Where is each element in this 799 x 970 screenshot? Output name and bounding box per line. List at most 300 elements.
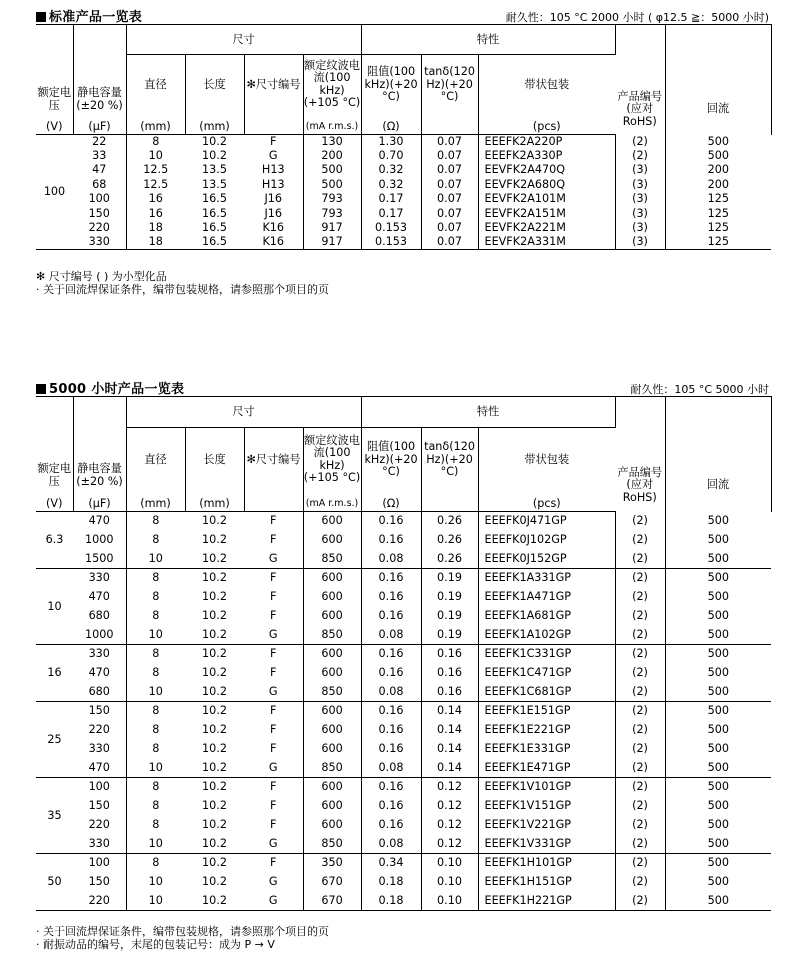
standard-products-section (36, 6, 771, 250)
ripple-current-cell: 130 (303, 135, 361, 149)
impedance-cell: 0.16 (361, 645, 421, 664)
pack-qty-cell: 500 (707, 590, 729, 603)
diameter-cell: 12.5 (143, 163, 169, 177)
part-number-cell: EEVFK2A221M (478, 221, 615, 235)
rated-voltage-cell: 16 (36, 645, 73, 702)
size-code-cell: F (244, 588, 303, 607)
capacitance-cell: 47 (73, 163, 126, 177)
table-row (36, 816, 771, 835)
pack-qty-cell: 500 (665, 550, 771, 569)
diameter-cell: 18 (126, 235, 185, 249)
pack-qty-cell: 500 (707, 514, 729, 527)
square-bullet-icon (36, 384, 46, 394)
reflow-cell: (3) (615, 192, 665, 206)
ripple-current-header: 额定纹波电流(100 kHz)(+105 °C) (303, 55, 361, 115)
ripple-current-cell: 600 (303, 607, 361, 626)
impedance-cell: 1.30 (361, 135, 421, 149)
reflow-cell: (2) (615, 683, 665, 702)
reflow-header: 回流 (665, 85, 771, 135)
tan-delta-cell: 0.26 (421, 531, 478, 550)
size-code-cell: F (244, 740, 303, 759)
ripple-current-cell: 850 (303, 683, 361, 702)
tan-delta-cell: 0.07 (421, 192, 478, 206)
size-code-cell: F (244, 569, 303, 588)
size-code-cell: K16 (244, 235, 303, 249)
length-cell: 10.2 (202, 647, 227, 661)
capacitance-cell: 68 (73, 178, 126, 192)
part-number-cell: EEEFK1E471GP (478, 759, 615, 778)
size-code-cell: G (244, 835, 303, 854)
tan-delta-cell: 0.07 (421, 178, 478, 192)
tan-delta-cell: 0.19 (421, 588, 478, 607)
table-row (36, 702, 771, 721)
part-number-cell: EEEFK1C471GP (478, 664, 615, 683)
diameter-cell: 10 (126, 892, 185, 911)
size-code-cell: G (244, 873, 303, 892)
capacitance-cell: 100 (73, 192, 126, 206)
pack-qty-cell: 500 (707, 742, 729, 755)
pack-qty-cell: 500 (707, 818, 729, 831)
reflow-cell: (2) (615, 645, 665, 664)
capacitance-cell: 680 (73, 607, 126, 626)
reflow-cell: (2) (615, 149, 665, 163)
part-number-cell: EEEFK1H221GP (478, 892, 615, 911)
capacitance-cell: 470 (73, 588, 126, 607)
dimensions-header: 尺寸 (126, 25, 361, 55)
impedance-cell: 0.08 (361, 626, 421, 645)
impedance-cell: 0.16 (361, 721, 421, 740)
ripple-current-cell: 850 (303, 550, 361, 569)
header-spacer (615, 397, 665, 460)
length-unit: (mm) (185, 115, 244, 135)
length-cell: 10.2 (185, 892, 244, 911)
tan-delta-cell: 0.07 (421, 149, 478, 163)
diameter-cell: 10 (126, 550, 185, 569)
diameter-cell: 10 (148, 149, 163, 163)
pack-qty-cell: 125 (707, 206, 729, 220)
impedance-cell: 0.16 (361, 778, 421, 797)
tan-delta-header: tanδ(120 Hz)(+20 °C) (421, 428, 478, 492)
length-cell: 10.2 (202, 780, 227, 794)
capacitance-cell: 220 (73, 816, 126, 835)
table-row (36, 569, 771, 588)
ripple-current-cell: 200 (303, 149, 361, 163)
ripple-current-cell: 670 (303, 892, 361, 911)
voltage-unit: (V) (36, 115, 73, 135)
rated-voltage-cell: 6.3 (36, 512, 73, 569)
diameter-cell: 8 (152, 704, 160, 718)
diameter-cell: 8 (152, 647, 160, 661)
reflow-cell: (2) (615, 664, 665, 683)
capacitance-cell: 150 (73, 206, 126, 220)
pack-qty-cell: 500 (707, 723, 729, 736)
reflow-cell: (2) (615, 892, 665, 911)
diameter-cell: 8 (152, 856, 160, 870)
impedance-cell: 0.08 (361, 550, 421, 569)
part-number-cell: EEEFK1C681GP (478, 683, 615, 702)
reflow-cell: (3) (615, 206, 665, 220)
diameter-cell: 8 (152, 799, 160, 812)
reflow-cell: (2) (615, 135, 665, 149)
ripple-unit: (mA r.m.s.) (303, 115, 361, 135)
ripple-current-cell: 600 (303, 664, 361, 683)
ripple-current-cell: 793 (303, 206, 361, 220)
pack-qty-cell: 500 (707, 571, 729, 585)
diameter-cell: 8 (152, 818, 160, 831)
capacitance-cell: 100 (73, 778, 126, 797)
length-cell: 10.2 (185, 835, 244, 854)
length-cell: 10.2 (202, 666, 227, 679)
ripple-current-cell: 600 (303, 512, 361, 531)
length-header: 长度 (185, 428, 244, 492)
note-line: · 关于回流焊保证条件，编带包装规格，请参照那个项目的页 (36, 283, 329, 296)
reflow-cell: (2) (615, 531, 665, 550)
ripple-current-cell: 600 (303, 740, 361, 759)
diameter-cell: 8 (152, 533, 160, 546)
table-row (36, 531, 771, 550)
table-row (36, 149, 771, 163)
impedance-cell: 0.32 (361, 178, 421, 192)
rated-voltage-cell: 25 (36, 702, 73, 778)
reflow-cell: (2) (615, 873, 665, 892)
impedance-cell: 0.16 (361, 512, 421, 531)
length-cell: 10.2 (202, 149, 227, 163)
dimensions-header: 尺寸 (126, 397, 361, 428)
pack-qty-cell: 500 (707, 704, 729, 718)
size-code-cell: F (244, 531, 303, 550)
tan-delta-cell: 0.07 (421, 221, 478, 235)
size-code-cell: F (244, 607, 303, 626)
capacitance-cell: 33 (73, 149, 126, 163)
capacitance-cell: 330 (73, 645, 126, 664)
size-code-cell: G (244, 892, 303, 911)
ripple-current-cell: 600 (303, 797, 361, 816)
capacitance-cell: 150 (73, 873, 126, 892)
reflow-cell: (3) (615, 235, 665, 249)
tan-delta-cell: 0.12 (421, 778, 478, 797)
table-row (36, 892, 771, 911)
table-row (36, 797, 771, 816)
table-row (36, 778, 771, 797)
capacitance-cell: 1000 (73, 531, 126, 550)
pack-qty-cell: 125 (707, 192, 729, 206)
table-row (36, 759, 771, 778)
impedance-cell: 0.08 (361, 759, 421, 778)
size-code-cell: H13 (244, 178, 303, 192)
diameter-cell: 10 (126, 683, 185, 702)
header-spacer (36, 397, 73, 460)
square-bullet-icon (36, 12, 46, 22)
impedance-cell: 0.70 (361, 149, 421, 163)
table-row (36, 588, 771, 607)
impedance-cell: 0.08 (361, 683, 421, 702)
impedance-cell: 0.16 (361, 569, 421, 588)
ripple-current-cell: 600 (303, 721, 361, 740)
length-cell: 16.5 (202, 206, 227, 220)
5000h-products-section (36, 378, 771, 911)
pack-qty-cell: 500 (707, 856, 729, 870)
diameter-cell: 16 (148, 192, 163, 206)
impedance-cell: 0.16 (361, 797, 421, 816)
header-spacer (36, 25, 73, 85)
size-code-cell: G (244, 550, 303, 569)
part-number-cell: EEEFK1V151GP (478, 797, 615, 816)
size-code-cell: J16 (244, 192, 303, 206)
impedance-cell: 0.16 (361, 588, 421, 607)
capacitance-cell: 330 (73, 835, 126, 854)
impedance-cell: 0.17 (361, 192, 421, 206)
pack-qty-cell: 500 (707, 780, 729, 794)
length-cell: 10.2 (185, 626, 244, 645)
impedance-cell: 0.08 (361, 835, 421, 854)
capacitance-cell: 680 (73, 683, 126, 702)
rated-voltage-cell: 100 (36, 135, 73, 250)
part-number-cell: EEVFK2A470Q (478, 163, 615, 177)
diameter-cell: 10 (148, 875, 163, 888)
length-cell: 16.5 (185, 235, 244, 249)
capacitance-unit: (μF) (73, 115, 126, 135)
ripple-current-cell: 850 (303, 759, 361, 778)
diameter-cell: 8 (152, 780, 160, 794)
pack-qty-cell: 500 (665, 759, 771, 778)
ripple-current-cell: 500 (303, 178, 361, 192)
part-number-cell: EEEFK0J152GP (478, 550, 615, 569)
tan-delta-cell: 0.16 (421, 683, 478, 702)
capacitance-cell: 470 (73, 664, 126, 683)
tan-delta-cell: 0.14 (421, 702, 478, 721)
tan-delta-cell: 0.07 (421, 235, 478, 249)
tan-delta-header: tanδ(120 Hz)(+20 °C) (421, 55, 478, 115)
pack-qty-cell: 500 (665, 835, 771, 854)
impedance-unit: (Ω) (361, 115, 421, 135)
capacitance-unit: (μF) (73, 492, 126, 512)
table-row (36, 512, 771, 531)
length-cell: 10.2 (202, 590, 227, 603)
tan-delta-cell: 0.14 (421, 740, 478, 759)
table-row (36, 683, 771, 702)
tan-delta-cell: 0.07 (421, 206, 478, 220)
tan-delta-cell: 0.26 (421, 550, 478, 569)
diameter-cell: 8 (152, 514, 160, 528)
diameter-cell: 8 (152, 609, 160, 622)
capacitance-cell: 470 (73, 512, 126, 531)
capacitance-cell: 150 (73, 797, 126, 816)
part-number-cell: EEEFK1C331GP (478, 645, 615, 664)
capacitance-cell: 1500 (73, 550, 126, 569)
note-line: · 关于回流焊保证条件，编带包装规格，请参照那个项目的页 (36, 925, 329, 938)
table-row (36, 626, 771, 645)
table-row (36, 854, 771, 873)
size-code-cell: F (244, 645, 303, 664)
table-row (36, 607, 771, 626)
tan-delta-cell: 0.12 (421, 797, 478, 816)
size-code-cell: F (244, 778, 303, 797)
size-code-cell: J16 (244, 206, 303, 220)
part-number-cell: EEEFK1H101GP (478, 854, 615, 873)
impedance-cell: 0.34 (361, 854, 421, 873)
diameter-cell: 12.5 (143, 177, 169, 191)
note-line: ✻ 尺寸编号 ( ) 为小型化品 (36, 270, 167, 283)
size-code-cell: F (244, 512, 303, 531)
capacitance-cell: 1000 (73, 626, 126, 645)
endurance-note: 耐久性：105 °C 2000 小时 ( φ12.5 ≧：5000 小时) (505, 11, 769, 24)
length-cell: 10.2 (202, 723, 227, 736)
table-row (36, 178, 771, 192)
table-row (36, 740, 771, 759)
table-row (36, 645, 771, 664)
table-row (36, 192, 771, 206)
size-code-cell: G (244, 759, 303, 778)
ripple-current-cell: 600 (303, 778, 361, 797)
reflow-cell: (3) (615, 178, 665, 192)
ripple-unit: (mA r.m.s.) (303, 492, 361, 512)
part-number-cell: EEEFK1A471GP (478, 588, 615, 607)
reflow-cell: (2) (615, 626, 665, 645)
size-code-cell: F (244, 664, 303, 683)
header-spacer (73, 397, 126, 460)
ripple-current-cell: 600 (303, 531, 361, 550)
diameter-cell: 8 (152, 134, 160, 148)
size-code-cell: F (244, 854, 303, 873)
standard-products-notes (36, 270, 329, 296)
reflow-cell: (2) (615, 607, 665, 626)
impedance-cell: 0.16 (361, 816, 421, 835)
ripple-current-cell: 600 (303, 816, 361, 835)
pack-qty-cell: 500 (707, 799, 729, 812)
reflow-header: 回流 (665, 460, 771, 512)
table-row (36, 163, 771, 177)
diameter-unit: (mm) (126, 492, 185, 512)
ripple-current-cell: 850 (303, 835, 361, 854)
pack-qty-cell: 200 (707, 177, 729, 191)
section-title: 5000 小时产品一览表 (36, 378, 184, 397)
length-cell: 10.2 (202, 742, 227, 755)
pack-qty-cell: 500 (707, 134, 729, 148)
pack-unit: (pcs) (478, 115, 615, 135)
capacitance-cell: 22 (73, 135, 126, 149)
pack-qty-cell: 500 (665, 626, 771, 645)
length-cell: 10.2 (202, 875, 227, 888)
length-cell: 10.2 (202, 609, 227, 622)
length-cell: 13.5 (202, 177, 227, 191)
note-line: · 耐振动品的编号，末尾的包装记号：成为 P → V (36, 938, 275, 951)
pack-qty-cell: 125 (665, 235, 771, 249)
ripple-current-cell: 600 (303, 569, 361, 588)
rated-voltage-cell: 50 (36, 854, 73, 911)
table-row (36, 235, 771, 249)
reflow-cell: (2) (615, 569, 665, 588)
reflow-cell: (2) (615, 721, 665, 740)
part-number-cell: EEEFK0J471GP (478, 512, 615, 531)
part-number-cell: EEVFK2A151M (478, 206, 615, 220)
header-spacer (421, 115, 478, 135)
tan-delta-cell: 0.19 (421, 607, 478, 626)
impedance-header: 阻值(100 kHz)(+20 °C) (361, 428, 421, 492)
pack-qty-cell: 200 (707, 163, 729, 177)
ripple-current-header: 额定纹波电流(100 kHz)(+105 °C) (303, 428, 361, 492)
length-cell: 10.2 (202, 818, 227, 831)
standard-products-table (36, 24, 771, 250)
reflow-cell: (2) (615, 778, 665, 797)
pack-qty-cell: 500 (665, 892, 771, 911)
impedance-cell: 0.153 (361, 221, 421, 235)
part-number-cell: EEEFK1A331GP (478, 569, 615, 588)
reflow-cell: (2) (615, 740, 665, 759)
table-row (36, 550, 771, 569)
impedance-cell: 0.32 (361, 163, 421, 177)
tan-delta-cell: 0.10 (421, 873, 478, 892)
header-spacer (73, 25, 126, 85)
part-number-cell: EEEFK2A220P (478, 135, 615, 149)
header-spacer (244, 492, 303, 512)
part-number-cell: EEEFK0J102GP (478, 531, 615, 550)
size-code-cell: G (244, 626, 303, 645)
ripple-current-cell: 600 (303, 588, 361, 607)
part-number-cell: EEEFK1A102GP (478, 626, 615, 645)
capacitance-cell: 330 (73, 569, 126, 588)
diameter-cell: 8 (152, 590, 160, 603)
tan-delta-cell: 0.07 (421, 163, 478, 177)
part-number-cell: EEEFK1A681GP (478, 607, 615, 626)
ripple-current-cell: 600 (303, 702, 361, 721)
pack-qty-cell: 500 (707, 875, 729, 888)
reflow-cell: (2) (615, 835, 665, 854)
pack-unit: (pcs) (478, 492, 615, 512)
impedance-cell: 0.18 (361, 892, 421, 911)
part-number-cell: EEVFK2A680Q (478, 178, 615, 192)
voltage-unit: (V) (36, 492, 73, 512)
part-number-cell: EEEFK1H151GP (478, 873, 615, 892)
diameter-cell: 10 (126, 626, 185, 645)
diameter-cell: 8 (152, 571, 160, 585)
pack-qty-cell: 500 (665, 683, 771, 702)
header-spacer (421, 492, 478, 512)
tan-delta-cell: 0.19 (421, 569, 478, 588)
length-cell: 10.2 (202, 856, 227, 870)
impedance-cell: 0.16 (361, 740, 421, 759)
ripple-current-cell: 917 (303, 235, 361, 249)
ripple-current-cell: 793 (303, 192, 361, 206)
length-cell: 10.2 (185, 683, 244, 702)
ripple-current-cell: 500 (303, 163, 361, 177)
tan-delta-cell: 0.12 (421, 835, 478, 854)
impedance-cell: 0.17 (361, 206, 421, 220)
table-row (36, 221, 771, 235)
capacitance-cell: 330 (73, 740, 126, 759)
reflow-cell: (3) (615, 163, 665, 177)
impedance-unit: (Ω) (361, 492, 421, 512)
capacitance-header: 静电容量(±20 %) (73, 85, 126, 115)
capacitance-cell: 330 (73, 235, 126, 249)
length-cell: 10.2 (202, 799, 227, 812)
impedance-cell: 0.16 (361, 702, 421, 721)
capacitance-cell: 470 (73, 759, 126, 778)
table-row (36, 873, 771, 892)
impedance-header: 阻值(100 kHz)(+20 °C) (361, 55, 421, 115)
part-number-header: 产品编号(应对RoHS) (615, 85, 665, 135)
table-row (36, 664, 771, 683)
pack-qty-cell: 500 (707, 533, 729, 546)
impedance-cell: 0.16 (361, 664, 421, 683)
reflow-cell: (2) (615, 759, 665, 778)
part-number-cell: EEVFK2A101M (478, 192, 615, 206)
impedance-cell: 0.16 (361, 607, 421, 626)
size-code-cell: F (244, 816, 303, 835)
tan-delta-cell: 0.12 (421, 816, 478, 835)
size-code-cell: F (244, 797, 303, 816)
table-row (36, 835, 771, 854)
reflow-cell: (2) (615, 854, 665, 873)
